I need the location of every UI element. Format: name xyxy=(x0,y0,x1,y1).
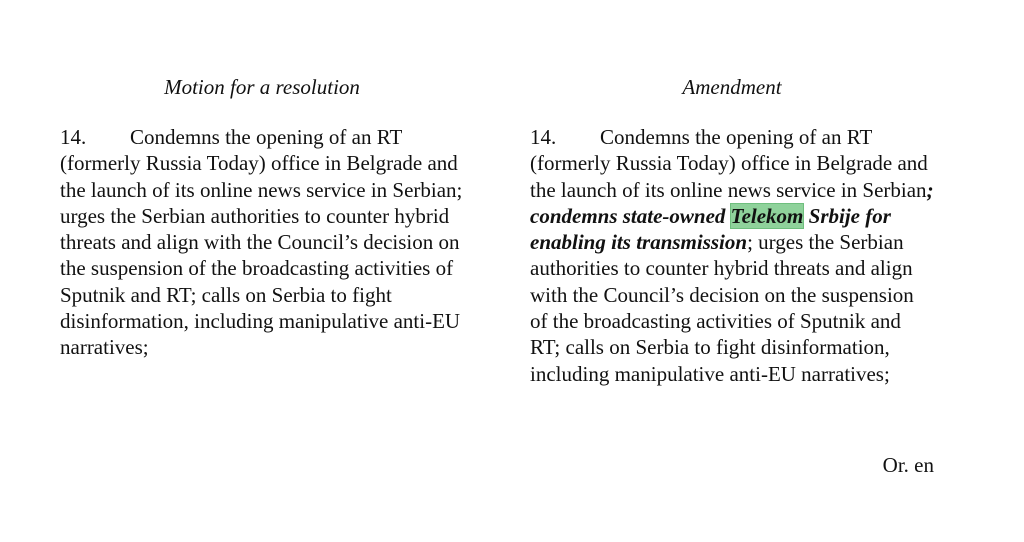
original-language-label: Or. en xyxy=(882,453,934,477)
motion-paragraph-text: Condemns the opening of an RT (formerly Russia Today) office in Belgrade and the launch of its online news service in Serbian; urges the Serbian authorities to counter hybrid threats and align with the Council’s decision on the suspension of the broadcasting activities of Sputnik and RT; calls on Serbia to fight disinformation, including manipulative anti-EU narratives; xyxy=(60,125,463,360)
amendment-paragraph-number: 14. xyxy=(530,125,557,149)
amendment-paragraph xyxy=(530,124,934,387)
highlighted-word: Telekom xyxy=(730,203,804,228)
amendment-heading: Amendment xyxy=(682,75,782,99)
motion-heading: Motion for a resolution xyxy=(164,75,360,99)
amendment-added-before-highlight: ; condemns state-owned xyxy=(530,177,934,228)
motion-paragraph xyxy=(60,124,464,361)
motion-paragraph-number: 14. xyxy=(60,125,87,149)
amendment-added-after-highlight: Srbije for enabling its transmission xyxy=(530,203,891,255)
amendment-text-after: ; urges the Serbian authorities to counter hybrid threats and align with the Council’s decision on the suspension of the broadcasting activities of Sputnik and RT; calls on Serbia to fight disinformation, including manipulative anti-EU narratives; xyxy=(530,230,914,386)
amendment-text-before: Condemns the opening of an RT (formerly Russia Today) office in Belgrade and the launch of its online news service in Serbian xyxy=(530,125,928,202)
